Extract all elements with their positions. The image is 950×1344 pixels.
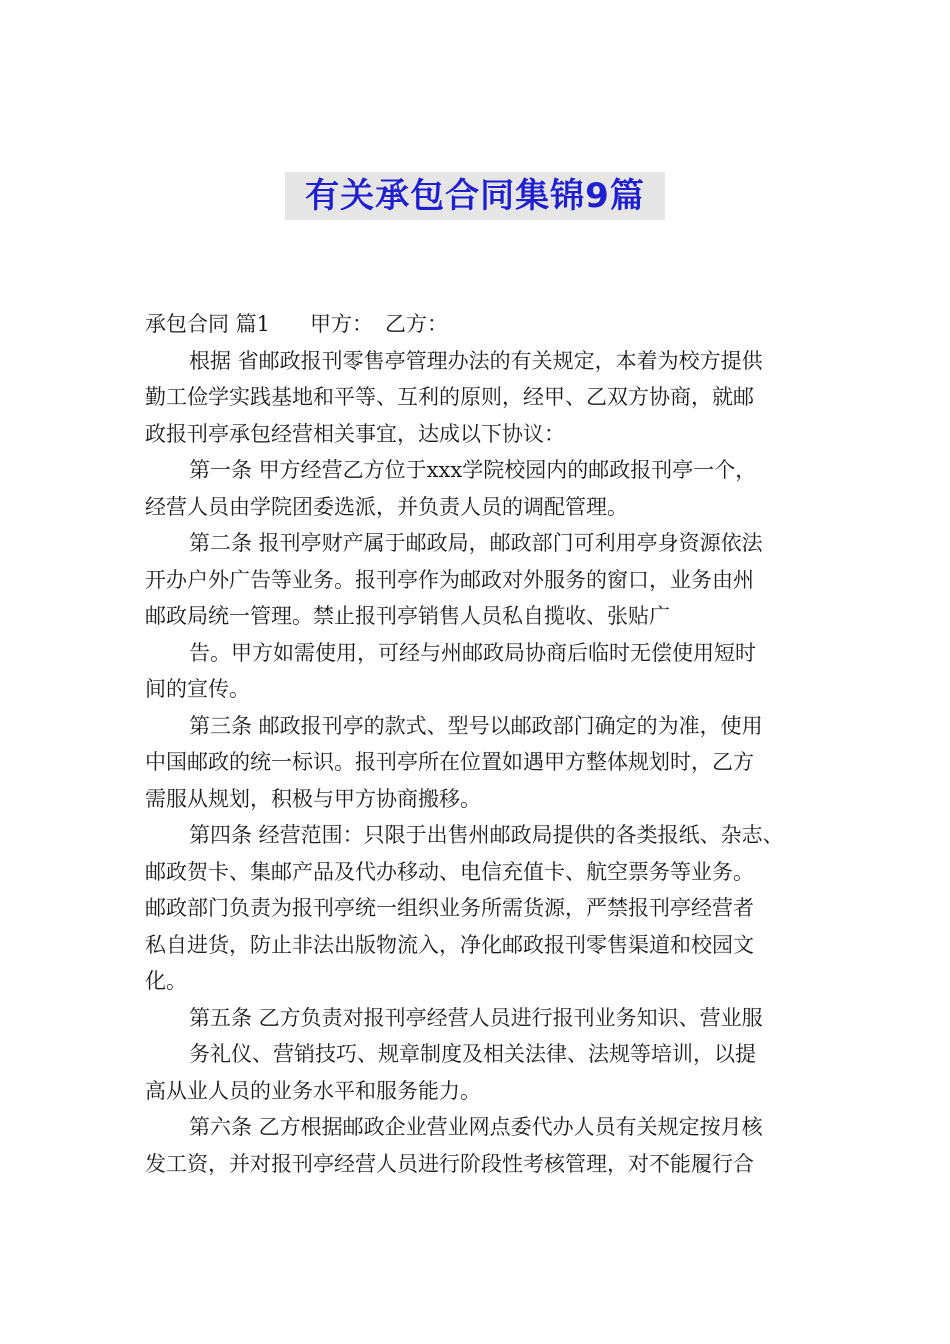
paragraph-lines [145,343,825,1183]
text-line: 化。 [145,969,187,993]
text-line: 间的宣传。 [145,677,250,701]
text-line: 中国邮政的统一标识。报刊亭所在位置如遇甲方整体规划时，乙方 [145,750,754,774]
text-line: 第六条 乙方根据邮政企业营业网点委代办人员有关规定按月核 [189,1115,763,1139]
text-line: 发工资，并对报刊亭经营人员进行阶段性考核管理，对不能履行合 [145,1151,754,1176]
text-line: 务礼仪、营销技巧、规章制度及相关法律、法规等培训，以提 [189,1042,756,1066]
contract-header [145,306,825,343]
party-a-label: 甲方： [310,312,374,336]
text-line: 邮政部门负责为报刊亭统一组织业务所需货源，严禁报刊亭经营者 [145,896,754,920]
text-line: 第二条 报刊亭财产属于邮政局，邮政部门可利用亭身资源依法 [189,531,763,555]
document-body [145,306,825,1182]
text-line: 第一条 甲方经营乙方位于xxx学院校园内的邮政报刊亭一个， [189,458,757,482]
document-title: 有关承包合同集锦9篇 [285,172,665,220]
text-line: 高从业人员的业务水平和服务能力。 [145,1078,481,1103]
text-line: 开办户外广告等业务。报刊亭作为邮政对外服务的窗口，业务由州 [145,567,754,592]
text-line: 政报刊亭承包经营相关事宜，达成以下协议： [145,421,565,446]
party-b-label: 乙方： [385,312,449,336]
text-line: 第三条 邮政报刊亭的款式、型号以邮政部门确定的为准，使用 [189,713,763,738]
text-line: 勤工俭学实践基地和平等、互利的原则，经甲、乙双方协商，就邮 [145,385,754,409]
text-line: 第五条 乙方负责对报刊亭经营人员进行报刊业务知识、营业服 [189,1005,763,1030]
text-line: 需服从规划，积极与甲方协商搬移。 [145,786,481,811]
section-label: 承包合同 篇1 [145,312,271,336]
text-line: 邮政局统一管理。禁止报刊亭销售人员私自揽收、张贴广 [145,604,670,628]
text-line: 告。甲方如需使用，可经与州邮政局协商后临时无偿使用短时 [189,640,756,665]
text-line: 根据 省邮政报刊零售亭管理办法的有关规定，本着为校方提供 [189,348,763,373]
text-line: 第四条 经营范围：只限于出售州邮政局提供的各类报纸、杂志、 [189,823,784,847]
text-line: 邮政贺卡、集邮产品及代办移动、电信充值卡、航空票务等业务。 [145,859,754,884]
text-line: 经营人员由学院团委选派，并负责人员的调配管理。 [145,494,628,519]
text-line: 私自进货，防止非法出版物流入，净化邮政报刊零售渠道和校园文 [145,932,754,957]
